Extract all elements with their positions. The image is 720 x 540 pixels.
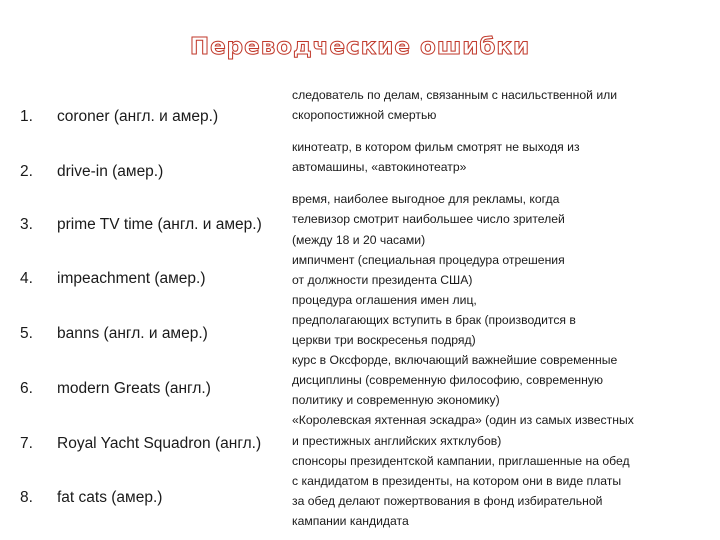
definition-line: импичмент (специальная процедура отрешения bbox=[292, 252, 565, 267]
term-text: modern Greats (англ.) bbox=[57, 380, 211, 397]
term-number: 4. bbox=[20, 270, 33, 287]
term-number: 5. bbox=[20, 325, 33, 342]
term-text: coroner (англ. и амер.) bbox=[57, 108, 219, 125]
definition-line: спонсоры президентской кампании, приглашенные на обед bbox=[292, 453, 630, 468]
definition-line: за обед делают пожертвования в фонд избирательной bbox=[292, 493, 603, 508]
definition-line: процедура оглашения имен лиц, bbox=[292, 292, 477, 307]
definition-line: с кандидатом в президенты, на котором они в виде платы bbox=[292, 473, 622, 488]
definition-4 bbox=[292, 250, 667, 290]
term-text: banns (англ. и амер.) bbox=[57, 325, 208, 342]
definition-2 bbox=[292, 137, 667, 177]
term-number: 3. bbox=[20, 216, 33, 233]
definition-line: дисциплины (современную философию, современную bbox=[292, 373, 604, 388]
definition-5 bbox=[292, 290, 667, 350]
term-text: drive-in (амер.) bbox=[57, 163, 164, 180]
term-number: 1. bbox=[20, 108, 33, 125]
term-text: fat cats (амер.) bbox=[57, 489, 163, 506]
term-number: 6. bbox=[20, 380, 33, 397]
definition-line: от должности президента США) bbox=[292, 272, 473, 287]
term-text: Royal Yacht Squadron (англ.) bbox=[57, 435, 262, 452]
definition-line: скоропостижной смертью bbox=[292, 108, 437, 123]
definition-line: и престижных английских яхтклубов) bbox=[292, 433, 502, 448]
term-number: 7. bbox=[20, 435, 33, 452]
term-number: 2. bbox=[20, 163, 33, 180]
definition-line: телевизор смотрит наибольшее число зрителей bbox=[292, 212, 565, 227]
definition-list bbox=[292, 85, 667, 531]
definition-line: автомашины, «автокинотеатр» bbox=[292, 160, 467, 175]
slide-title: Переводческие ошибки bbox=[189, 34, 531, 60]
definition-3 bbox=[292, 189, 667, 249]
definition-line: курс в Оксфорде, включающий важнейшие современные bbox=[292, 353, 618, 368]
definition-line: политику и современную экономику) bbox=[292, 393, 500, 408]
definition-line: кампании кандидата bbox=[292, 513, 409, 528]
definition-line: кинотеатр, в котором фильм смотрят не выходя из bbox=[292, 140, 580, 155]
definition-line: церкви три воскресенья подряд) bbox=[292, 333, 476, 348]
definition-line: время, наиболее выгодное для рекламы, когда bbox=[292, 192, 560, 207]
term-text: impeachment (амер.) bbox=[57, 270, 206, 287]
definition-7 bbox=[292, 410, 667, 450]
definition-1 bbox=[292, 85, 667, 125]
definition-line: следователь по делам, связанным с насильственной или bbox=[292, 88, 618, 102]
definition-line: предполагающих вступить в брак (производится в bbox=[292, 312, 576, 327]
definition-6 bbox=[292, 350, 667, 410]
term-text: prime TV time (англ. и амер.) bbox=[57, 216, 262, 233]
term-number: 8. bbox=[20, 489, 33, 506]
definition-line: «Королевская яхтенная эскадра» (один из самых известных bbox=[292, 413, 634, 428]
definition-8 bbox=[292, 451, 667, 531]
definition-line: (между 18 и 20 часами) bbox=[292, 232, 426, 247]
